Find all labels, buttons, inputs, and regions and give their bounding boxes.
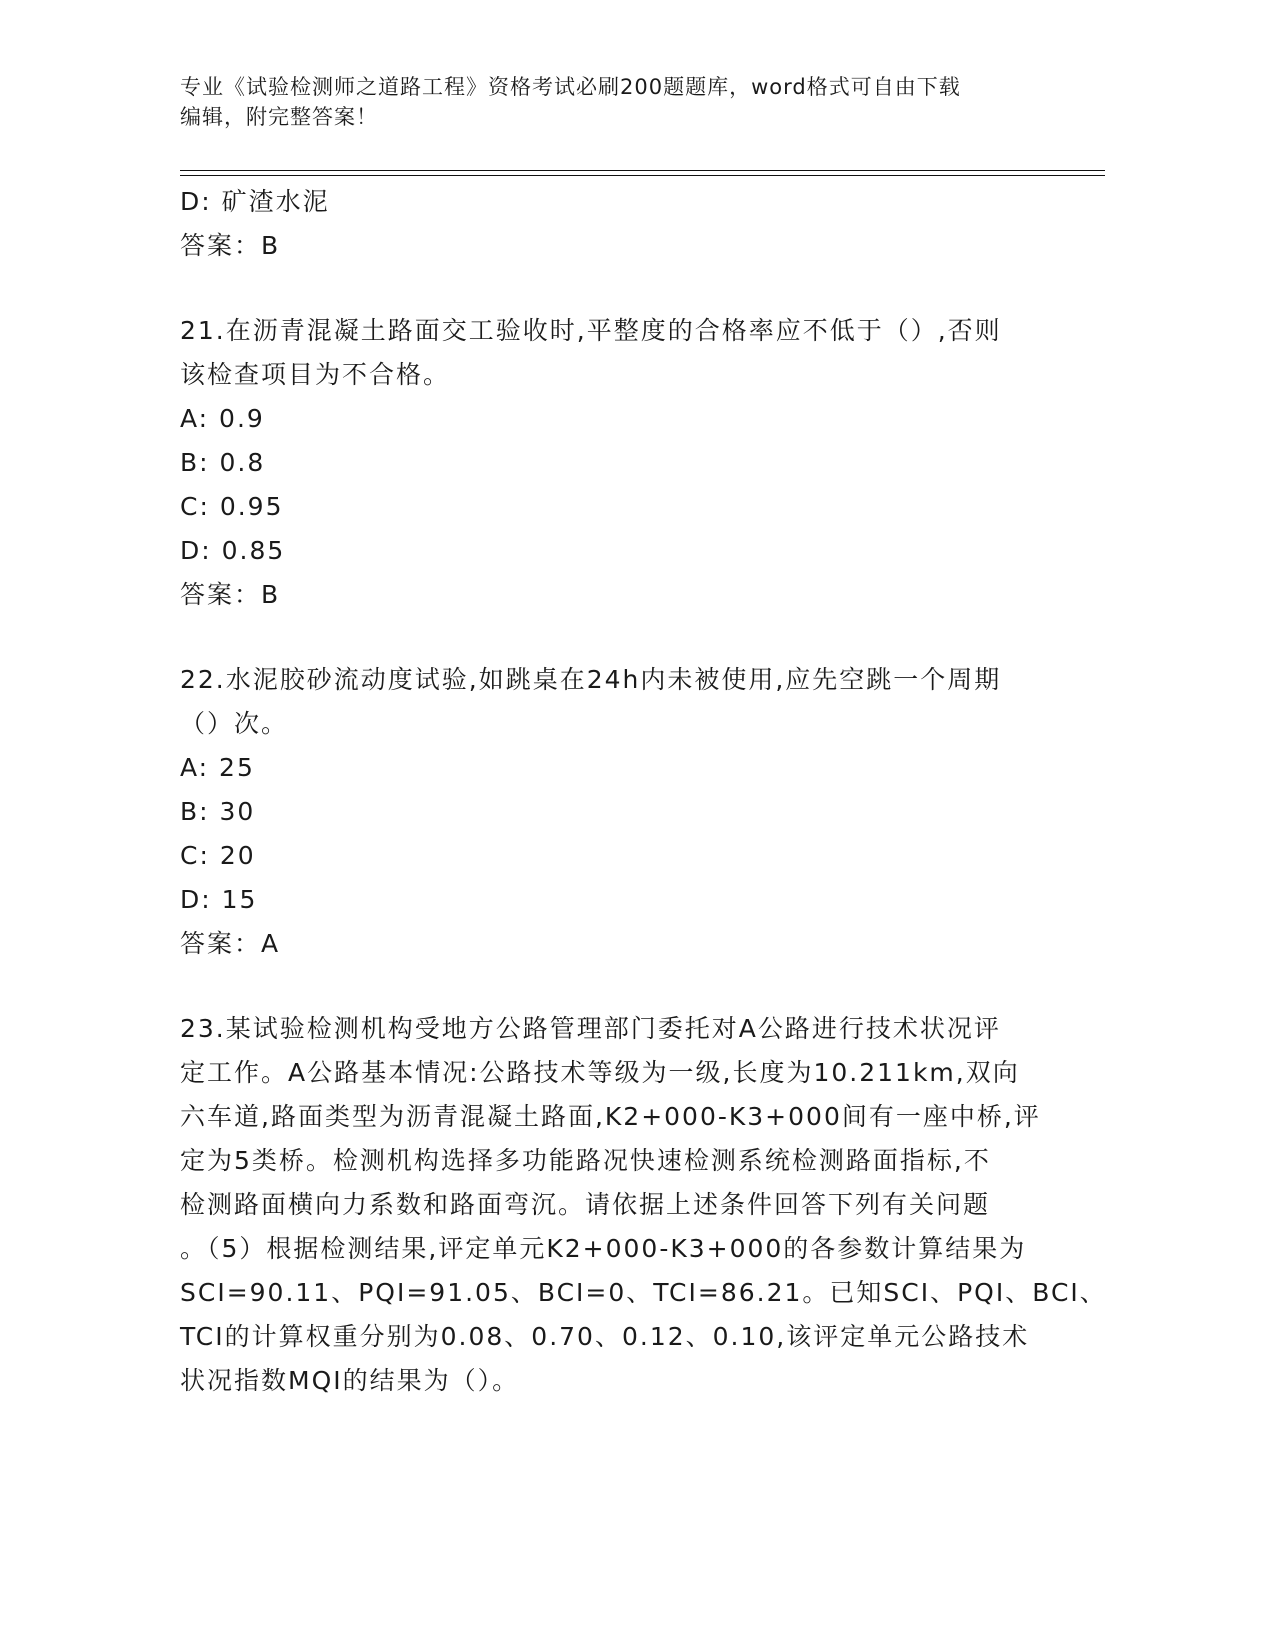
option-b: B: 0.8: [180, 448, 266, 477]
option-c: C: 20: [180, 841, 256, 870]
question-stem-line: 22.水泥胶砂流动度试验,如跳桌在24h内未被使用,应先空跳一个周期: [180, 665, 1002, 694]
option-c: C: 0.95: [180, 492, 284, 521]
answer: 答案：B: [180, 580, 281, 609]
question-content: [180, 180, 1107, 1403]
question-stem-line: 。（5）根据检测结果,评定单元K2+000-K3+000的各参数计算结果为: [180, 1234, 1027, 1263]
option-a: A: 0.9: [180, 404, 265, 433]
spacer: [180, 966, 1040, 1007]
option-b: B: 30: [180, 797, 256, 826]
question-stem-line: （）次。: [180, 709, 289, 738]
question-22: [180, 658, 1040, 966]
option-a: A: 25: [180, 753, 255, 782]
question-21: [180, 309, 1040, 617]
question-stem-line: 定为5类桥。检测机构选择多功能路况快速检测系统检测路面指标,不: [180, 1146, 991, 1175]
header-line-2: 编辑，附完整答案！: [180, 105, 378, 129]
header-rule-top: [180, 170, 1105, 171]
option-d: D: 15: [180, 885, 258, 914]
header-line-1: 专业《试验检测师之道路工程》资格考试必刷200题题库，word格式可自由下载: [180, 75, 961, 99]
question-stem-line: 检测路面横向力系数和路面弯沉。请依据上述条件回答下列有关问题: [180, 1190, 991, 1219]
spacer: [180, 617, 1040, 658]
prev-option-d: D: 矿渣水泥: [180, 187, 330, 216]
answer: 答案：A: [180, 929, 281, 958]
question-stem-line: 该检查项目为不合格。: [180, 360, 451, 389]
question-23: [180, 1007, 1107, 1403]
question-stem-line: 状况指数MQI的结果为（）。: [180, 1366, 520, 1395]
question-stem-line: TCI的计算权重分别为0.08、0.70、0.12、0.10,该评定单元公路技术: [180, 1322, 1030, 1351]
spacer: [180, 268, 1040, 309]
question-stem-line: 定工作。A公路基本情况:公路技术等级为一级,长度为10.211km,双向: [180, 1058, 1020, 1087]
question-stem-line: SCI=90.11、PQI=91.05、BCI=0、TCI=86.21。已知SCI、PQI、BCI、: [180, 1278, 1107, 1307]
prev-answer: 答案：B: [180, 231, 281, 260]
question-stem-line: 23.某试验检测机构受地方公路管理部门委托对A公路进行技术状况评: [180, 1014, 1001, 1043]
question-stem-line: 六车道,路面类型为沥青混凝土路面,K2+000-K3+000间有一座中桥,评: [180, 1102, 1041, 1131]
page-header: [180, 72, 1040, 132]
option-d: D: 0.85: [180, 536, 286, 565]
question-stem-line: 21.在沥青混凝土路面交工验收时,平整度的合格率应不低于（）,否则: [180, 316, 1002, 345]
header-rule-bottom: [180, 175, 1105, 176]
